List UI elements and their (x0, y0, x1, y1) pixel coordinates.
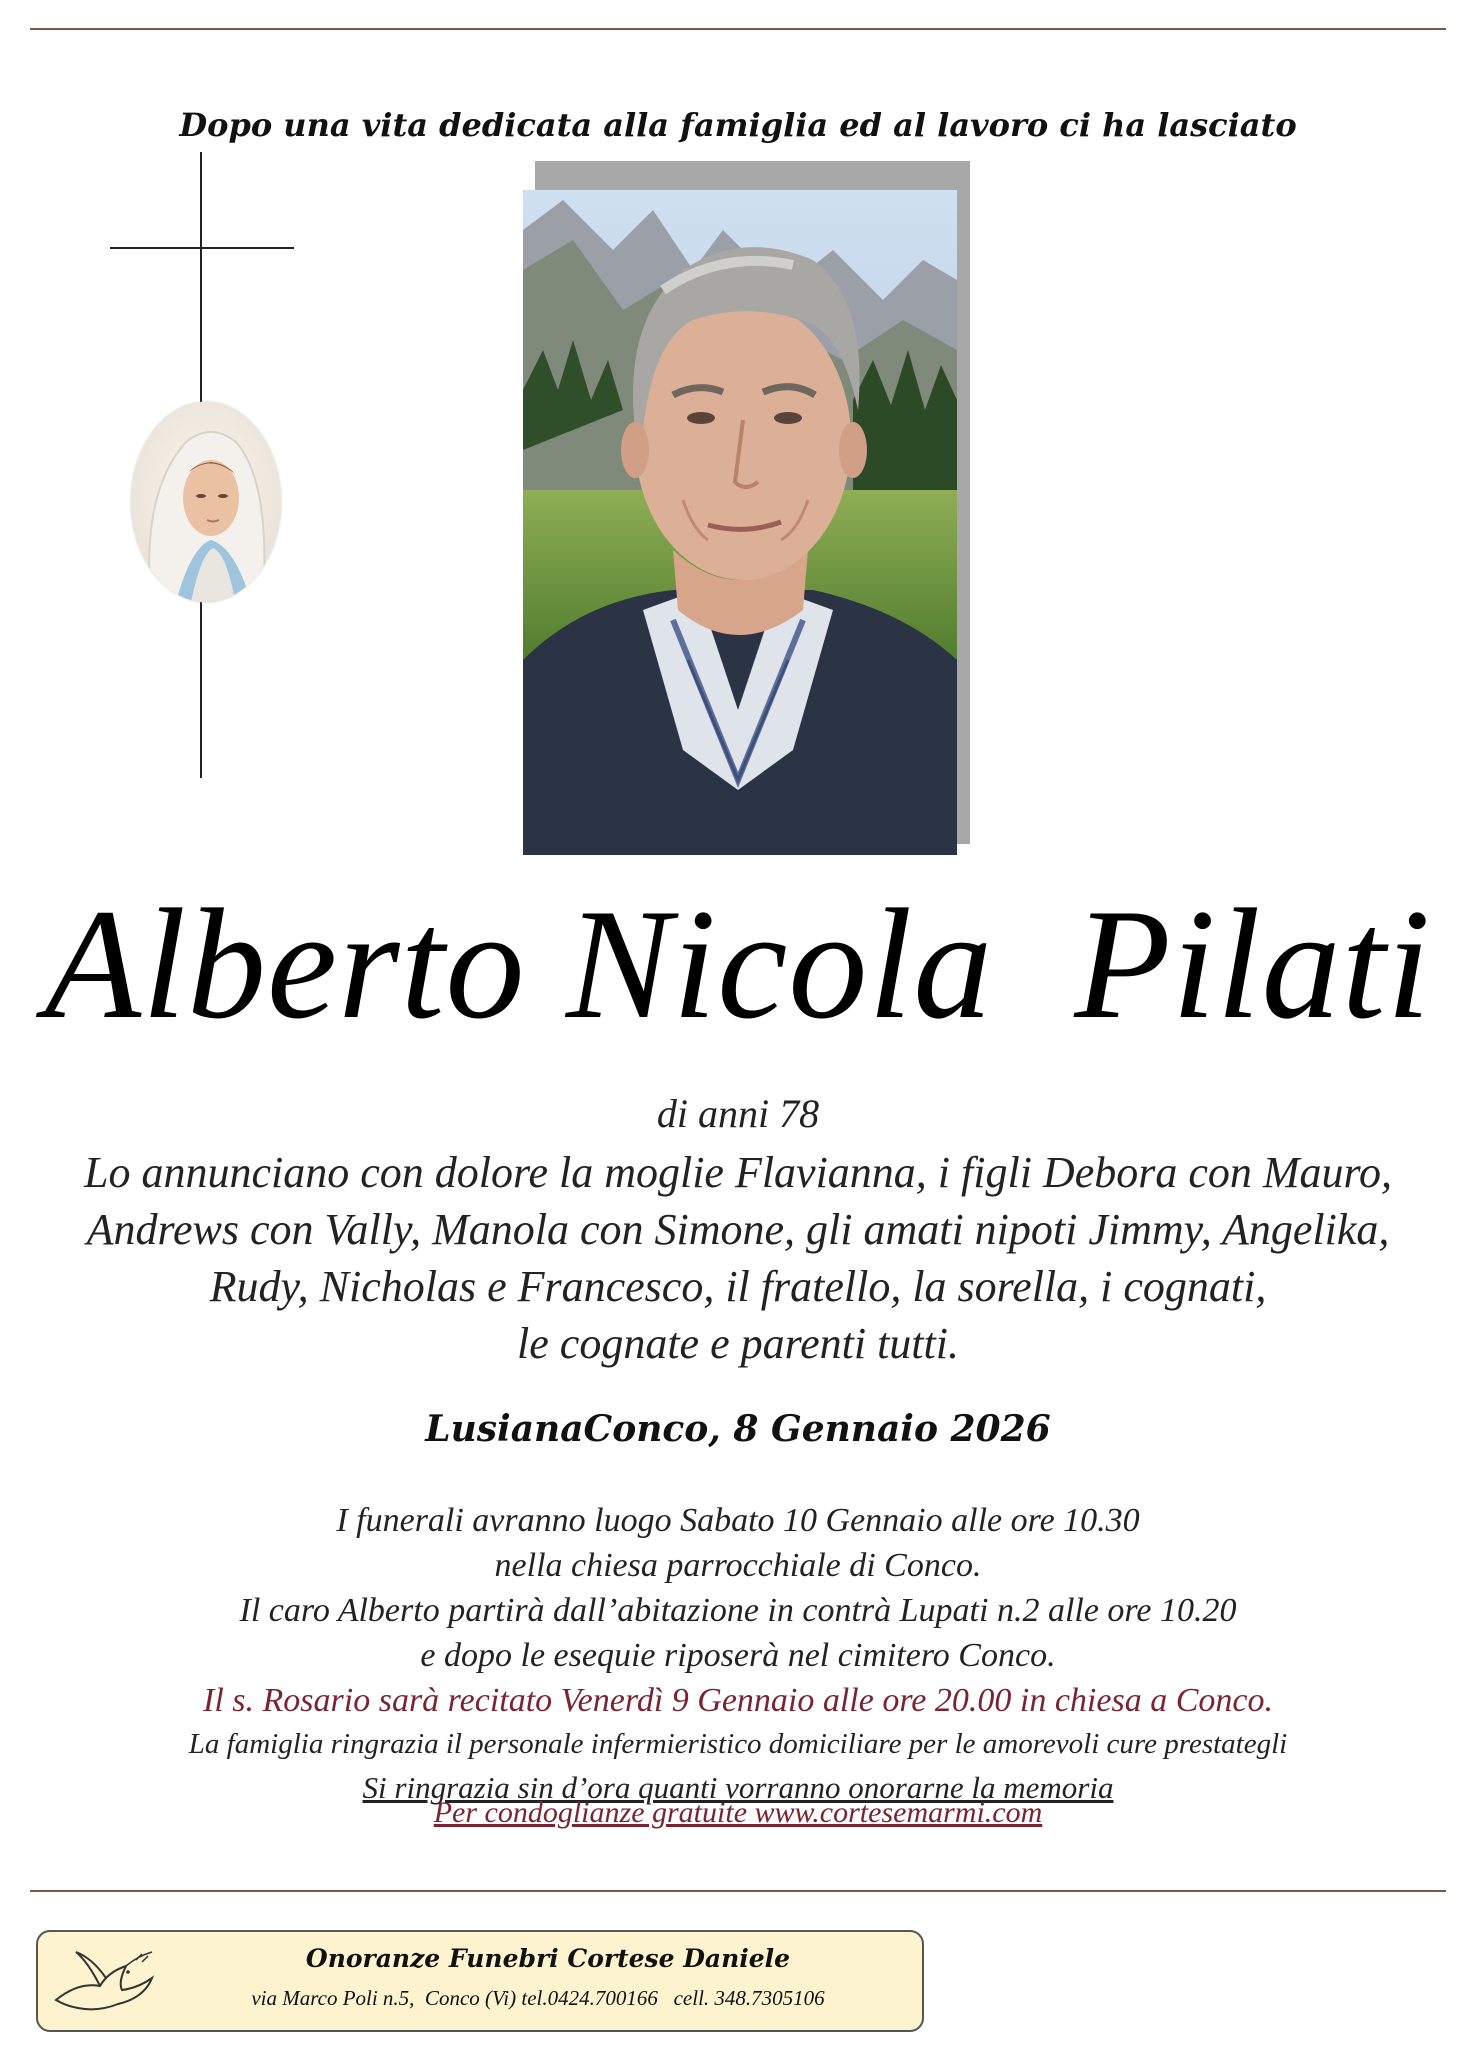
deceased-photo (523, 190, 957, 855)
announcement-line: Lo annunciano con dolore la moglie Flavianna, i figli Debora con Mauro, (83, 1148, 1393, 1197)
intro-text: Dopo una vita dedicata alla famiglia ed al lavoro ci ha lasciato (179, 106, 1297, 144)
announcement-line: Andrews con Vally, Manola con Simone, gli amati nipoti Jimmy, Angelika, (86, 1205, 1390, 1254)
details-line: e dopo le esequie riposerà nel cimitero Conco. (420, 1637, 1056, 1674)
funeral-details (0, 1498, 1476, 1810)
madonna-portrait (131, 402, 281, 602)
age-line: di anni 78 (656, 1091, 820, 1136)
thanks-line: La famiglia ringrazia il personale infermieristico domiciliare per le amorevoli cure prestategli (188, 1728, 1288, 1760)
dove-icon (48, 1942, 158, 2022)
top-divider (30, 28, 1446, 30)
funeral-home-address: via Marco Poli n.5, Conco (Vi) tel.0424.700166 cell. 348.7305106 (251, 1986, 825, 2010)
condolences-link[interactable]: Per condoglianze gratuite www.cortesemarmi.com (433, 1796, 1043, 1829)
place-date: LusianaConco, 8 Gennaio 2026 (425, 1408, 1051, 1450)
thanks-memory-line: Si ringrazia sin d’ora quanti vorranno onorarne la memoria (362, 1770, 1114, 1805)
rosary-line: Il s. Rosario sarà recitato Venerdì 9 Gennaio alle ore 20.00 in chiesa a Conco. (203, 1682, 1273, 1719)
details-line: nella chiesa parrocchiale di Conco. (494, 1547, 982, 1584)
details-line: I funerali avranno luogo Sabato 10 Gennaio alle ore 10.30 (336, 1502, 1140, 1539)
funeral-home-box (36, 1930, 924, 2032)
announcement-line: Rudy, Nicholas e Francesco, il fratello, la sorella, i cognati, (209, 1262, 1267, 1311)
announcement-line: le cognate e parenti tutti. (517, 1319, 959, 1368)
bottom-divider (30, 1890, 1446, 1892)
deceased-name: Alberto Nicola Pilati (44, 877, 1432, 1052)
details-line: Il caro Alberto partirà dall’abitazione in contrà Lupati n.2 alle ore 10.20 (239, 1592, 1237, 1629)
cross-bar (110, 247, 294, 249)
funeral-home-name: Onoranze Funebri Cortese Daniele (305, 1944, 791, 1973)
announcement (0, 1144, 1476, 1372)
